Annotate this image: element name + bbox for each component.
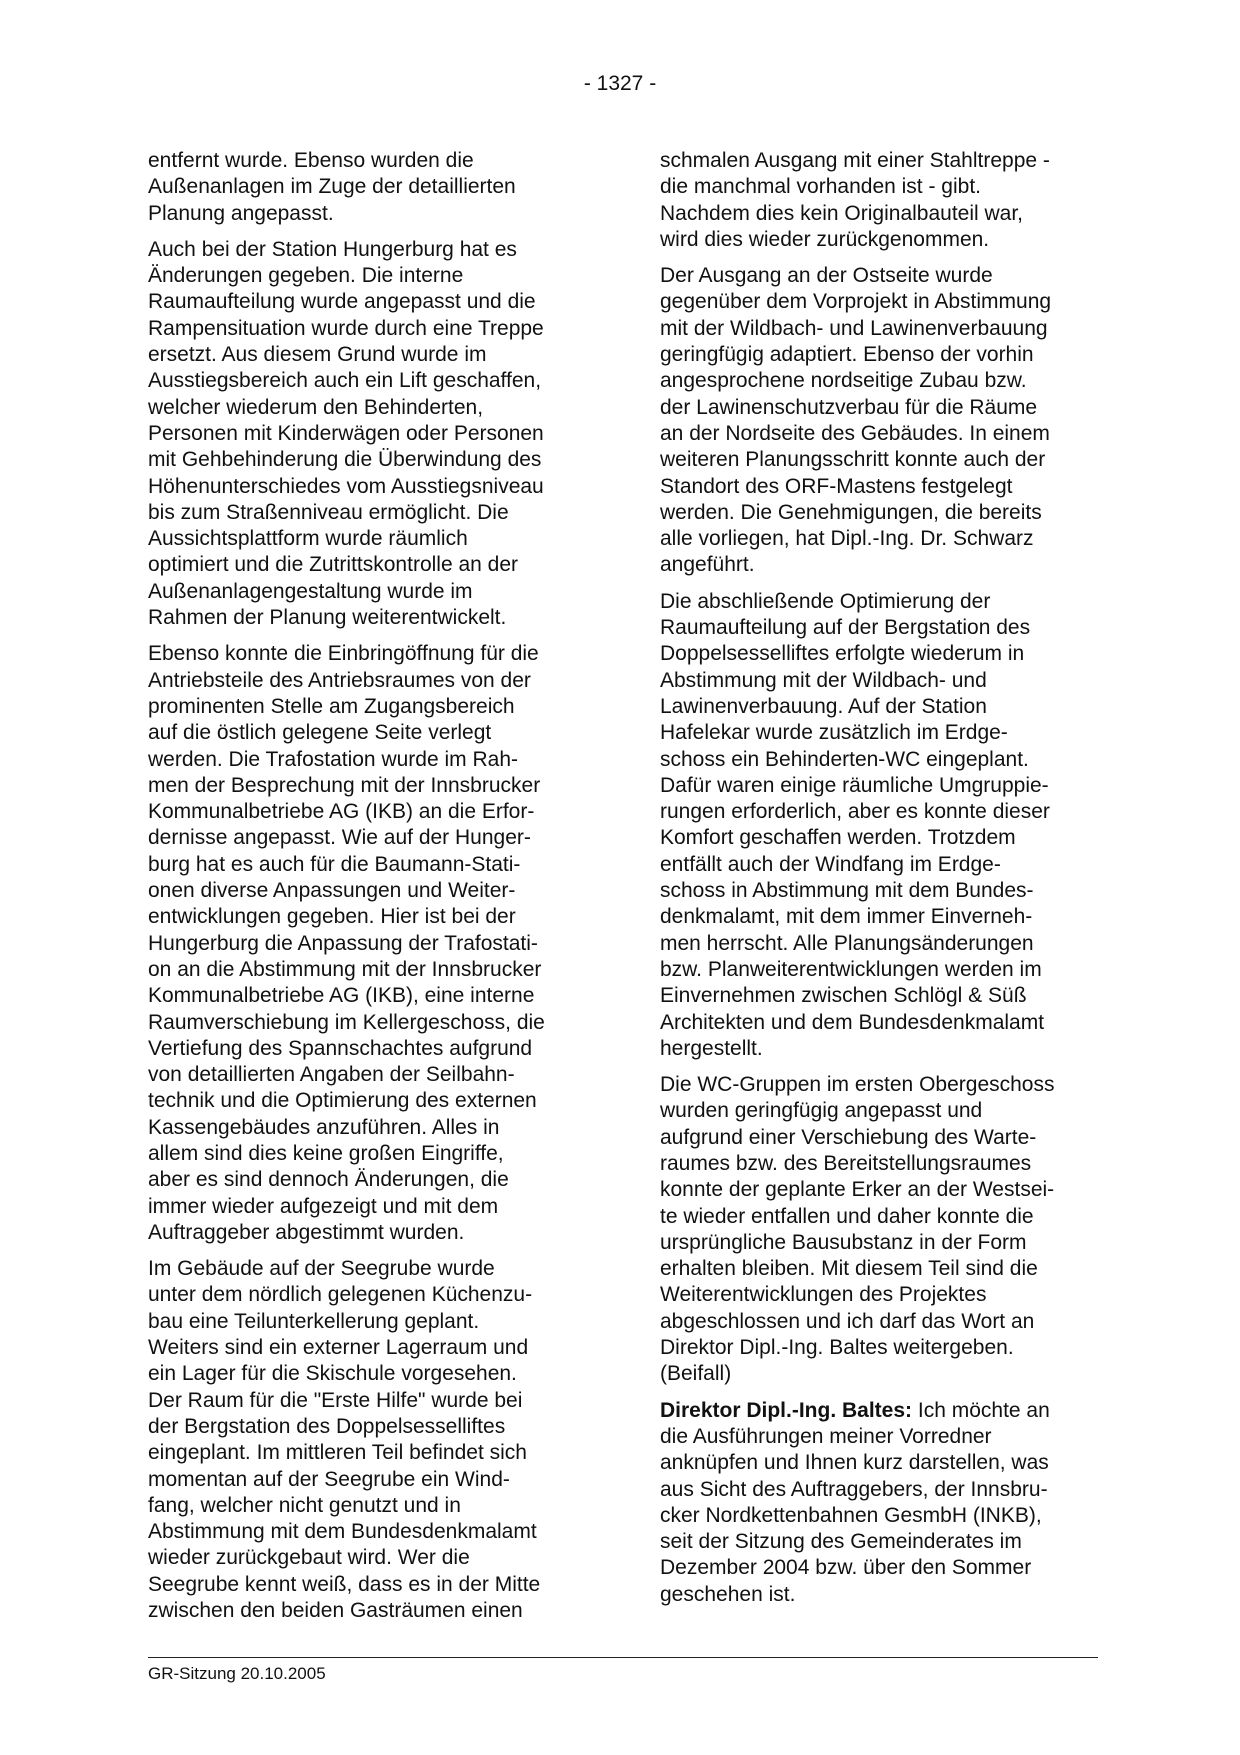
speech-first-line-text: Ich möchte an bbox=[912, 1398, 1050, 1422]
text-line: Komfort geschaffen werden. Trotzdem bbox=[660, 826, 1016, 850]
text-line: aufgrund einer Verschiebung des Warte- bbox=[660, 1125, 1037, 1149]
text-line: Dezember 2004 bzw. über den Sommer bbox=[660, 1556, 1032, 1580]
paragraph bbox=[660, 1072, 1100, 1388]
text-line: Hungerburg die Anpassung der Trafostati- bbox=[148, 931, 538, 955]
right-column bbox=[660, 148, 1100, 1618]
text-line: konnte der geplante Erker an der Westsei- bbox=[660, 1178, 1055, 1202]
text-line: Ebenso konnte die Einbringöffnung für die bbox=[148, 642, 539, 666]
text-line: cker Nordkettenbahnen GesmbH (INKB), bbox=[660, 1503, 1042, 1527]
text-line: Einvernehmen zwischen Schlögl & Süß bbox=[660, 984, 1027, 1008]
text-line: mit Gehbehinderung die Überwindung des bbox=[148, 448, 542, 472]
text-line: Höhenunterschiedes vom Ausstiegsniveau bbox=[148, 474, 544, 498]
text-line: geschehen ist. bbox=[660, 1582, 796, 1606]
text-line: (Beifall) bbox=[660, 1362, 732, 1386]
paragraph bbox=[660, 589, 1100, 1062]
text-line: unter dem nördlich gelegenen Küchenzu- bbox=[148, 1283, 533, 1307]
text-line: bzw. Planweiterentwicklungen werden im bbox=[660, 957, 1042, 981]
text-line: immer wieder aufgezeigt und mit dem bbox=[148, 1194, 499, 1218]
text-line: der Bergstation des Doppelsesselliftes bbox=[148, 1414, 506, 1438]
text-line: die manchmal vorhanden ist - gibt. bbox=[660, 175, 981, 199]
text-line: Weiterentwicklungen des Projektes bbox=[660, 1283, 987, 1307]
text-line: Abstimmung mit dem Bundesdenkmalamt bbox=[148, 1520, 537, 1544]
text-line: wurden geringfügig angepasst und bbox=[660, 1099, 983, 1123]
text-line: schmalen Ausgang mit einer Stahltreppe - bbox=[660, 149, 1050, 172]
text-line: Die WC-Gruppen im ersten Obergeschoss bbox=[660, 1073, 1055, 1097]
text-line: gegenüber dem Vorprojekt in Abstimmung bbox=[660, 290, 1052, 314]
paragraph bbox=[148, 237, 588, 631]
text-line: Auch bei der Station Hungerburg hat es bbox=[148, 237, 517, 261]
text-line: schoss ein Behinderten-WC eingeplant. bbox=[660, 747, 1029, 771]
text-line: allem sind dies keine großen Eingriffe, bbox=[148, 1141, 504, 1165]
text-line: Kommunalbetriebe AG (IKB) an die Erfor- bbox=[148, 800, 535, 824]
text-line: von detaillierten Angaben der Seilbahn- bbox=[148, 1063, 515, 1087]
text-line: der Lawinenschutzverbau für die Räume bbox=[660, 395, 1038, 419]
text-line: technik und die Optimierung des externen bbox=[148, 1089, 537, 1113]
text-line: onen diverse Anpassungen und Weiter- bbox=[148, 879, 516, 903]
text-line: Rampensituation wurde durch eine Treppe bbox=[148, 316, 544, 340]
text-line: optimiert und die Zutrittskontrolle an der bbox=[148, 553, 519, 577]
text-line: seit der Sitzung des Gemeinderates im bbox=[660, 1530, 1022, 1554]
text-line: men herrscht. Alle Planungsänderungen bbox=[660, 931, 1034, 955]
text-line: Standort des ORF-Mastens festgelegt bbox=[660, 474, 1013, 498]
text-line: on an die Abstimmung mit der Innsbrucker bbox=[148, 957, 542, 981]
text-line: Im Gebäude auf der Seegrube wurde bbox=[148, 1257, 495, 1281]
text-line: bau eine Teilunterkellerung geplant. bbox=[148, 1309, 480, 1333]
text-line: Rahmen der Planung weiterentwickelt. bbox=[148, 606, 507, 630]
text-line: fang, welcher nicht genutzt und in bbox=[148, 1493, 461, 1517]
text-line: Nachdem dies kein Originalbauteil war, bbox=[660, 201, 1024, 225]
paragraph bbox=[660, 263, 1100, 579]
text-line: Der Raum für die "Erste Hilfe" wurde bei bbox=[148, 1388, 523, 1412]
text-line: Die abschließende Optimierung der bbox=[660, 589, 991, 613]
text-line: aus Sicht des Auftraggebers, der Innsbru- bbox=[660, 1477, 1048, 1501]
text-line: werden. Die Genehmigungen, die bereits bbox=[660, 500, 1042, 524]
text-line: men der Besprechung mit der Innsbrucker bbox=[148, 773, 541, 797]
text-line: Hafelekar wurde zusätzlich im Erdge- bbox=[660, 721, 1008, 745]
text-line: eingeplant. Im mittleren Teil befindet sich bbox=[148, 1441, 527, 1465]
text-line: werden. Die Trafostation wurde im Rah- bbox=[148, 747, 518, 771]
page-number: - 1327 - bbox=[583, 72, 657, 95]
text-line: Personen mit Kinderwägen oder Personen bbox=[148, 421, 544, 445]
text-line: Seegrube kennt weiß, dass es in der Mitte bbox=[148, 1572, 541, 1596]
text-line: Raumaufteilung auf der Bergstation des bbox=[660, 616, 1031, 640]
text-line: Außenanlagengestaltung wurde im bbox=[148, 579, 473, 603]
text-line: Auftraggeber abgestimmt wurden. bbox=[148, 1220, 465, 1244]
text-line: angesprochene nordseitige Zubau bzw. bbox=[660, 369, 1027, 393]
text-line: Lawinenverbauung. Auf der Station bbox=[660, 694, 987, 718]
text-line: abgeschlossen und ich darf das Wort an bbox=[660, 1309, 1035, 1333]
text-line: Doppelsesselliftes erfolgte wiederum in bbox=[660, 642, 1025, 666]
text-line: rungen erforderlich, aber es konnte dieser bbox=[660, 800, 1050, 824]
text-line: momentan auf der Seegrube ein Wind- bbox=[148, 1467, 510, 1491]
text-line: burg hat es auch für die Baumann-Stati- bbox=[148, 852, 521, 876]
paragraph bbox=[148, 1256, 588, 1624]
text-line: Aussichtsplattform wurde räumlich bbox=[148, 527, 468, 551]
paragraph bbox=[660, 148, 1100, 253]
text-line: auf die östlich gelegene Seite verlegt bbox=[148, 721, 492, 745]
text-line: Ausstiegsbereich auch ein Lift geschaffen, bbox=[148, 369, 542, 393]
text-line: ein Lager für die Skischule vorgesehen. bbox=[148, 1362, 517, 1386]
text-line: angeführt. bbox=[660, 553, 755, 577]
text-line: die Ausführungen meiner Vorredner bbox=[660, 1424, 992, 1448]
text-line: hergestellt. bbox=[660, 1036, 763, 1060]
text-line: entfällt auch der Windfang im Erdge- bbox=[660, 852, 1001, 876]
text-line: Außenanlagen im Zuge der detaillierten bbox=[148, 175, 516, 199]
text-line: Weiters sind ein externer Lagerraum und bbox=[148, 1336, 529, 1360]
text-line: ersetzt. Aus diesem Grund wurde im bbox=[148, 343, 487, 367]
text-line: dernisse angepasst. Wie auf der Hunger- bbox=[148, 826, 531, 850]
text-line: Änderungen gegeben. Die interne bbox=[148, 264, 464, 288]
left-column bbox=[148, 148, 588, 1634]
text-line: te wieder entfallen und daher konnte die bbox=[660, 1204, 1034, 1228]
text-line: Abstimmung mit der Wildbach- und bbox=[660, 668, 987, 692]
speech-first-line bbox=[660, 1398, 1100, 1424]
text-line: anknüpfen und Ihnen kurz darstellen, was bbox=[660, 1451, 1049, 1475]
text-line: weiteren Planungsschritt konnte auch der bbox=[660, 448, 1046, 472]
text-line: geringfügig adaptiert. Ebenso der vorhin bbox=[660, 343, 1034, 367]
text-line: ursprüngliche Bausubstanz in der Form bbox=[660, 1230, 1027, 1254]
text-line: mit der Wildbach- und Lawinenverbauung bbox=[660, 316, 1048, 340]
text-line: zwischen den beiden Gasträumen einen bbox=[148, 1599, 523, 1623]
text-line: aber es sind dennoch Änderungen, die bbox=[148, 1168, 509, 1192]
text-line: Kommunalbetriebe AG (IKB), eine interne bbox=[148, 984, 535, 1008]
text-line: Antriebsteile des Antriebsraumes von der bbox=[148, 668, 531, 692]
text-line: prominenten Stelle am Zugangsbereich bbox=[148, 694, 515, 718]
text-line: Kassengebäudes anzuführen. Alles in bbox=[148, 1115, 500, 1139]
text-line: bis zum Straßenniveau ermöglicht. Die bbox=[148, 500, 509, 524]
text-line: alle vorliegen, hat Dipl.-Ing. Dr. Schwarz bbox=[660, 527, 1034, 551]
text-line: Dafür waren einige räumliche Umgruppie- bbox=[660, 773, 1049, 797]
text-line: Planung angepasst. bbox=[148, 201, 334, 225]
text-line: Vertiefung des Spannschachtes aufgrund bbox=[148, 1036, 533, 1060]
text-line: entfernt wurde. Ebenso wurden die bbox=[148, 149, 474, 172]
text-line: Raumverschiebung im Kellergeschoss, die bbox=[148, 1010, 545, 1034]
text-line: schoss in Abstimmung mit dem Bundes- bbox=[660, 879, 1034, 903]
text-line: erhalten bleiben. Mit diesem Teil sind die bbox=[660, 1257, 1038, 1281]
text-line: raumes bzw. des Bereitstellungsraumes bbox=[660, 1151, 1032, 1175]
text-line: Architekten und dem Bundesdenkmalamt bbox=[660, 1010, 1045, 1034]
text-line: welcher wiederum den Behinderten, bbox=[148, 395, 484, 419]
footer-rule bbox=[148, 1657, 1098, 1658]
text-line: wieder zurückgebaut wird. Wer die bbox=[148, 1546, 470, 1570]
text-line: Der Ausgang an der Ostseite wurde bbox=[660, 264, 993, 288]
speaker-name: Direktor Dipl.-Ing. Baltes: bbox=[660, 1398, 913, 1422]
paragraph bbox=[148, 148, 588, 227]
text-line: entwicklungen gegeben. Hier ist bei der bbox=[148, 905, 516, 929]
paragraph bbox=[148, 641, 588, 1246]
footer-text: GR-Sitzung 20.10.2005 bbox=[148, 1664, 326, 1683]
speech-paragraph bbox=[660, 1398, 1100, 1608]
text-line: wird dies wieder zurückgenommen. bbox=[660, 227, 990, 251]
text-line: Direktor Dipl.-Ing. Baltes weitergeben. bbox=[660, 1336, 1014, 1360]
text-line: denkmalamt, mit dem immer Einverneh- bbox=[660, 905, 1033, 929]
text-line: Raumaufteilung wurde angepasst und die bbox=[148, 290, 536, 314]
text-line: an der Nordseite des Gebäudes. In einem bbox=[660, 421, 1050, 445]
